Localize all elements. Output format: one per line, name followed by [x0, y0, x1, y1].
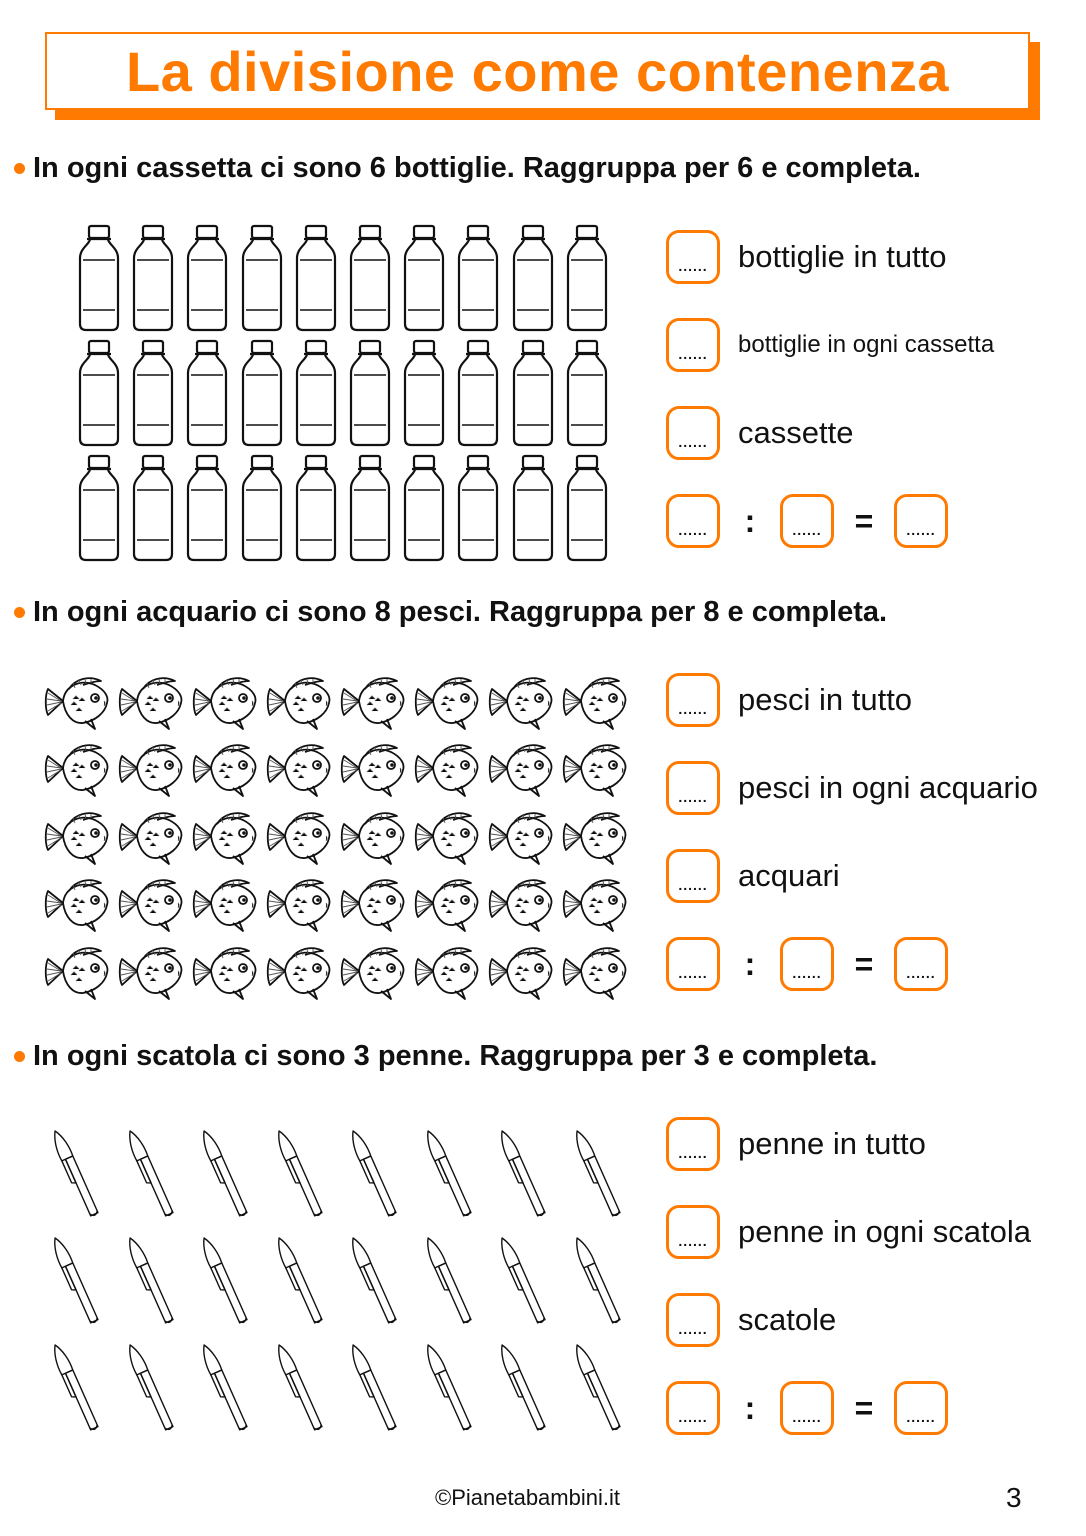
fish-grid: [40, 668, 632, 1006]
blank-placeholder: ......: [678, 1233, 708, 1249]
answer-box-per-group[interactable]: [666, 1205, 720, 1259]
equation-row: [666, 494, 948, 548]
bullet-icon: [14, 163, 25, 174]
bottle-icon: [506, 220, 560, 335]
answer-box-groups[interactable]: [666, 406, 720, 460]
fish-icon: [262, 736, 336, 804]
instruction: [14, 152, 921, 185]
bottle-icon: [451, 450, 505, 565]
equation-result-box[interactable]: [894, 494, 948, 548]
fish-icon: [40, 668, 114, 736]
pen-icon: [268, 1332, 343, 1439]
title-box: [45, 32, 1030, 110]
instruction-text: In ogni cassetta ci sono 6 bottiglie. Raggruppa per 6 e completa.: [33, 152, 921, 184]
fish-icon: [484, 938, 558, 1006]
pen-icon: [119, 1332, 194, 1439]
bottle-icon: [343, 220, 397, 335]
bottle-icon: [560, 335, 614, 450]
bottle-icon: [126, 450, 180, 565]
blank-placeholder: ......: [678, 434, 708, 450]
fish-icon: [410, 871, 484, 939]
fish-icon: [484, 736, 558, 804]
answer-label: bottiglie in ogni cassetta: [738, 331, 995, 358]
fish-icon: [188, 736, 262, 804]
answer-label: pesci in ogni acquario: [738, 770, 1038, 805]
fish-icon: [40, 871, 114, 939]
bottle-icon: [72, 220, 126, 335]
title-banner: [45, 32, 1030, 112]
instruction-text: In ogni scatola ci sono 3 penne. Raggruppa per 3 e completa.: [33, 1040, 878, 1072]
pen-icon: [193, 1118, 268, 1225]
pen-icon: [491, 1332, 566, 1439]
bottle-icon: [451, 220, 505, 335]
bottle-icon: [180, 450, 234, 565]
blank-placeholder: ......: [678, 522, 708, 538]
copyright: ©Pianetabambini.it: [435, 1485, 620, 1510]
answer-box-total[interactable]: [666, 1117, 720, 1171]
fish-icon: [558, 668, 632, 736]
fish-icon: [410, 736, 484, 804]
blank-placeholder: ......: [678, 965, 708, 981]
pen-icon: [566, 1332, 641, 1439]
blank-placeholder: ......: [678, 1321, 708, 1337]
blank-placeholder: ......: [792, 1409, 822, 1425]
instruction: [14, 596, 887, 629]
answer-label: scatole: [738, 1302, 837, 1337]
fish-icon: [114, 871, 188, 939]
bottle-icon: [235, 220, 289, 335]
equation-dividend-box[interactable]: [666, 1381, 720, 1435]
fish-icon: [558, 938, 632, 1006]
blank-placeholder: ......: [678, 1409, 708, 1425]
bottle-icon: [235, 450, 289, 565]
answer-box-groups[interactable]: [666, 849, 720, 903]
bottle-icon: [343, 335, 397, 450]
pens-grid: [44, 1118, 640, 1439]
pen-icon: [566, 1225, 641, 1332]
answer-box-per-group[interactable]: [666, 761, 720, 815]
bottle-icon: [72, 450, 126, 565]
answer-row-per-group: [666, 318, 994, 372]
fish-icon: [484, 871, 558, 939]
bullet-icon: [14, 1051, 25, 1062]
equation-result-box[interactable]: [894, 937, 948, 991]
bullet-icon: [14, 607, 25, 618]
divide-sign: :: [744, 502, 756, 539]
equation-row: [666, 1381, 948, 1435]
bottle-icon: [289, 335, 343, 450]
fish-icon: [40, 736, 114, 804]
answer-label: penne in ogni scatola: [738, 1214, 1032, 1249]
bottle-icon: [180, 220, 234, 335]
equals-sign: =: [854, 1389, 874, 1426]
fish-icon: [40, 938, 114, 1006]
equation-divisor-box[interactable]: [780, 1381, 834, 1435]
fish-icon: [40, 803, 114, 871]
bottle-icon: [126, 220, 180, 335]
fish-icon: [558, 736, 632, 804]
equation-divisor-box[interactable]: [780, 937, 834, 991]
bottle-icon: [343, 450, 397, 565]
equals-sign: =: [854, 502, 874, 539]
pen-icon: [491, 1225, 566, 1332]
blank-placeholder: ......: [792, 965, 822, 981]
bottle-icon: [560, 450, 614, 565]
pen-icon: [268, 1225, 343, 1332]
fish-icon: [336, 668, 410, 736]
equals-sign: =: [854, 945, 874, 982]
bottle-icon: [506, 450, 560, 565]
pen-icon: [342, 1225, 417, 1332]
answer-row-groups: [666, 849, 840, 903]
answer-row-total: [666, 673, 912, 727]
equation-row: [666, 937, 948, 991]
fish-icon: [336, 871, 410, 939]
fish-icon: [188, 668, 262, 736]
pen-icon: [417, 1225, 492, 1332]
pen-icon: [417, 1332, 492, 1439]
fish-icon: [262, 803, 336, 871]
bottle-icon: [289, 220, 343, 335]
fish-icon: [484, 668, 558, 736]
fish-icon: [262, 871, 336, 939]
answer-row-per-group: [666, 1205, 1031, 1259]
pen-icon: [417, 1118, 492, 1225]
blank-placeholder: ......: [678, 877, 708, 893]
answer-row-groups: [666, 1293, 836, 1347]
pen-icon: [119, 1225, 194, 1332]
blank-placeholder: ......: [678, 701, 708, 717]
fish-icon: [410, 938, 484, 1006]
bottle-icon: [506, 335, 560, 450]
fish-icon: [114, 803, 188, 871]
answer-box-per-group[interactable]: [666, 318, 720, 372]
fish-icon: [484, 803, 558, 871]
fish-icon: [188, 803, 262, 871]
fish-icon: [558, 803, 632, 871]
answer-label: bottiglie in tutto: [738, 239, 947, 274]
blank-placeholder: ......: [678, 1145, 708, 1161]
divide-sign: :: [744, 945, 756, 982]
fish-icon: [558, 871, 632, 939]
fish-icon: [114, 938, 188, 1006]
bottle-icon: [72, 335, 126, 450]
bottle-icon: [126, 335, 180, 450]
pen-icon: [119, 1118, 194, 1225]
blank-placeholder: ......: [678, 346, 708, 362]
answer-row-total: [666, 230, 947, 284]
answer-box-groups[interactable]: [666, 1293, 720, 1347]
blank-placeholder: ......: [678, 789, 708, 805]
answer-label: cassette: [738, 415, 854, 450]
bottles-grid: [72, 220, 614, 565]
bottle-icon: [235, 335, 289, 450]
equation-result-box[interactable]: [894, 1381, 948, 1435]
blank-placeholder: ......: [792, 522, 822, 538]
bottle-icon: [451, 335, 505, 450]
divide-sign: :: [744, 1389, 756, 1426]
fish-icon: [262, 668, 336, 736]
blank-placeholder: ......: [906, 965, 936, 981]
fish-icon: [336, 938, 410, 1006]
page-number: 3: [1006, 1482, 1022, 1513]
pen-icon: [193, 1225, 268, 1332]
answer-label: penne in tutto: [738, 1126, 926, 1161]
pen-icon: [193, 1332, 268, 1439]
pen-icon: [44, 1118, 119, 1225]
answer-row-per-group: [666, 761, 1038, 815]
equation-dividend-box[interactable]: [666, 494, 720, 548]
fish-icon: [410, 668, 484, 736]
equation-dividend-box[interactable]: [666, 937, 720, 991]
instruction: [14, 1040, 877, 1073]
pen-icon: [566, 1118, 641, 1225]
fish-icon: [336, 736, 410, 804]
bottle-icon: [180, 335, 234, 450]
pen-icon: [44, 1225, 119, 1332]
answer-label: pesci in tutto: [738, 682, 913, 717]
answer-row-total: [666, 1117, 926, 1171]
bottle-icon: [397, 335, 451, 450]
blank-placeholder: ......: [906, 1409, 936, 1425]
answer-box-total[interactable]: [666, 230, 720, 284]
fish-icon: [114, 736, 188, 804]
answer-row-groups: [666, 406, 853, 460]
fish-icon: [114, 668, 188, 736]
answer-box-total[interactable]: [666, 673, 720, 727]
instruction-text: In ogni acquario ci sono 8 pesci. Raggruppa per 8 e completa.: [33, 596, 888, 628]
bottle-icon: [560, 220, 614, 335]
pen-icon: [44, 1332, 119, 1439]
bottle-icon: [289, 450, 343, 565]
pen-icon: [491, 1118, 566, 1225]
bottle-icon: [397, 450, 451, 565]
blank-placeholder: ......: [678, 258, 708, 274]
pen-icon: [268, 1118, 343, 1225]
page-title: La divisione come contenenza: [125, 39, 950, 103]
fish-icon: [188, 871, 262, 939]
answer-label: acquari: [738, 858, 840, 893]
pen-icon: [342, 1332, 417, 1439]
blank-placeholder: ......: [906, 522, 936, 538]
equation-divisor-box[interactable]: [780, 494, 834, 548]
fish-icon: [336, 803, 410, 871]
fish-icon: [410, 803, 484, 871]
pen-icon: [342, 1118, 417, 1225]
fish-icon: [262, 938, 336, 1006]
fish-icon: [188, 938, 262, 1006]
bottle-icon: [397, 220, 451, 335]
